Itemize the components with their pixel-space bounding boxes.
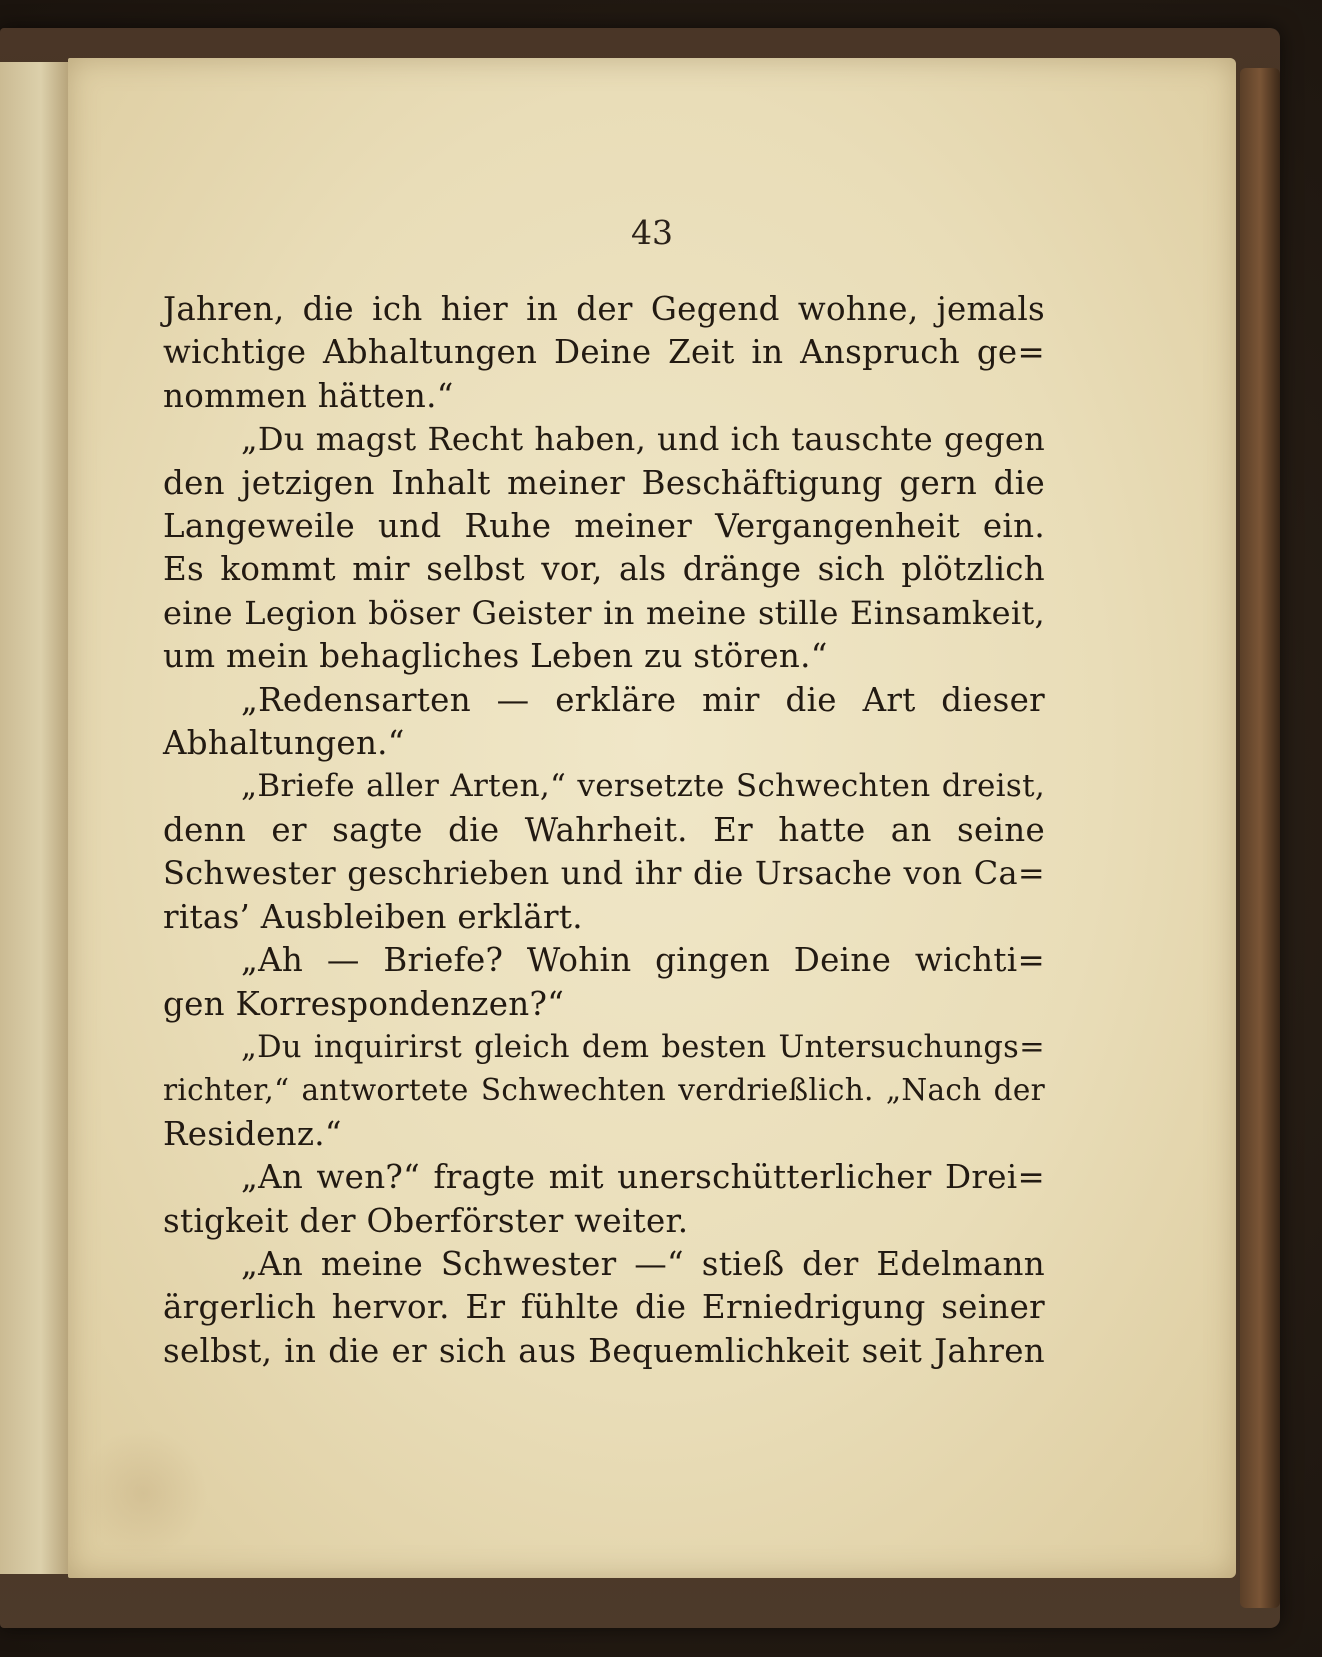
page-stain xyxy=(78,1428,208,1558)
text-line: Es kommt mir selbst vor, als dränge sich plötzlich xyxy=(163,550,1045,589)
text-line: „Du magst Recht haben, und ich tauschte gegen xyxy=(241,420,1045,459)
text-line: „Ah — Briefe? Wohin gingen Deine wichti= xyxy=(241,941,1045,980)
text-line: „Du inquirirst gleich dem besten Untersuchungs= xyxy=(241,1029,1045,1065)
text-line: Abhaltungen.“ xyxy=(163,724,405,763)
text-line: Schwester geschrieben und ihr die Ursache von Ca= xyxy=(163,854,1045,893)
text-line: gen Korrespondenzen?“ xyxy=(163,984,565,1023)
book-page xyxy=(68,58,1236,1578)
body-text xyxy=(163,288,1045,1373)
text-line: „Briefe aller Arten,“ versetzte Schwechten dreist, xyxy=(241,768,1045,805)
text-line: richter,“ antwortete Schwechten verdrießlich. „Nach der xyxy=(163,1073,1045,1108)
text-line: stigkeit der Oberförster weiter. xyxy=(163,1201,689,1240)
text-line: den jetzigen Inhalt meiner Beschäftigung gern die xyxy=(163,463,1045,502)
text-line: Langeweile und Ruhe meiner Vergangenheit ein. xyxy=(163,507,1045,546)
text-line: wichtige Abhaltungen Deine Zeit in Anspruch ge= xyxy=(163,333,1045,372)
text-line: um mein behagliches Leben zu stören.“ xyxy=(163,637,828,676)
text-line: Jahren, die ich hier in der Gegend wohne, jemals xyxy=(163,290,1045,328)
page-number: 43 xyxy=(631,213,673,252)
facing-page-edge xyxy=(0,62,70,1574)
text-line: ärgerlich hervor. Er fühlte die Erniedrigung seiner xyxy=(163,1288,1045,1327)
text-line: eine Legion böser Geister in meine stille Einsamkeit, xyxy=(163,593,1045,632)
cover-edge xyxy=(1240,68,1280,1608)
text-line: selbst, in die er sich aus Bequemlichkeit seit Jahren xyxy=(163,1331,1045,1370)
text-line: „Redensarten — erkläre mir die Art dieser xyxy=(241,680,1045,719)
text-line: nommen hätten.“ xyxy=(163,376,454,415)
text-line: ritas’ Ausbleiben erklärt. xyxy=(163,897,583,936)
text-line: „An wen?“ fragte mit unerschütterlicher Drei= xyxy=(241,1158,1045,1197)
text-line: Residenz.“ xyxy=(163,1114,342,1153)
text-line: denn er sagte die Wahrheit. Er hatte an seine xyxy=(163,810,1045,849)
text-line: „An meine Schwester —“ stieß der Edelmann xyxy=(241,1244,1045,1283)
